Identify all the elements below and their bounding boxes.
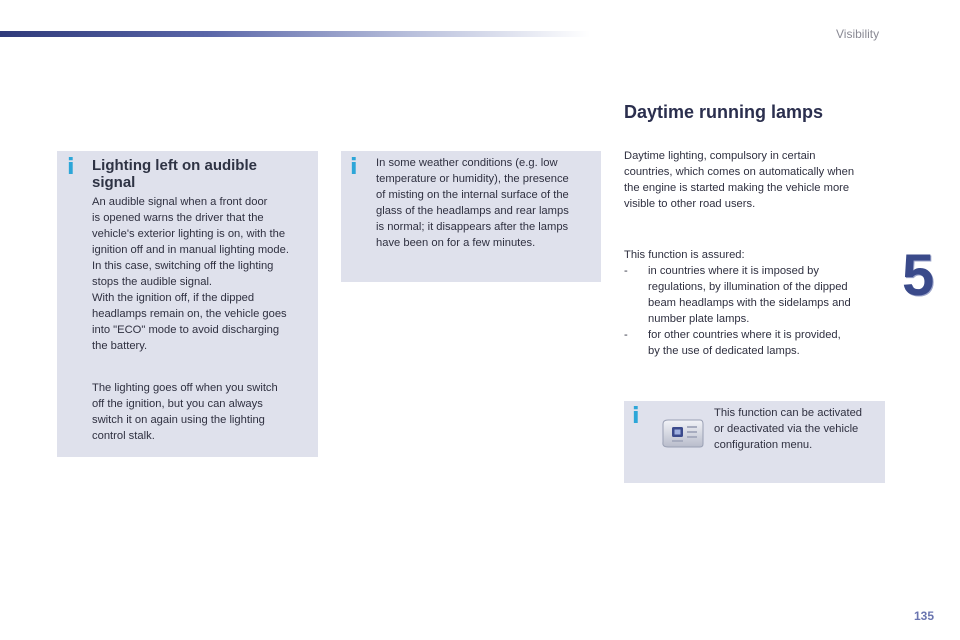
config-box-text	[714, 405, 884, 453]
text-line: In this case, switching off the lighting	[92, 260, 274, 272]
info-icon: i	[350, 155, 358, 180]
text-line: or deactivated via the vehicle	[714, 423, 859, 435]
text-line: configuration menu.	[714, 439, 813, 451]
header-gradient-bar	[0, 31, 590, 37]
text-line: countries, which comes on automatically when	[624, 166, 855, 178]
text-line: headlamps remain on, the vehicle goes	[92, 308, 287, 320]
assured-label: This function is assured:	[624, 249, 745, 261]
chapter-number: 5	[902, 243, 933, 308]
weather-box-text	[376, 155, 598, 251]
text-line: the engine is started making the vehicle more	[624, 182, 850, 194]
lighting-box-title-line1: Lighting left on audible	[92, 157, 257, 174]
text-line: An audible signal when a front door	[92, 196, 268, 208]
text-line: temperature or humidity), the presence	[376, 173, 569, 185]
lighting-box-title	[92, 157, 257, 191]
text-line: number plate lamps.	[648, 313, 750, 325]
text-line: visible to other road users.	[624, 198, 756, 210]
lighting-box-title-line2: signal	[92, 174, 136, 191]
text-line: ignition off and in manual lighting mode.	[92, 244, 289, 256]
text-line: The lighting goes off when you switch	[92, 382, 278, 394]
text-line: control stalk.	[92, 430, 155, 442]
text-line: off the ignition, but you can always	[92, 398, 263, 410]
list-item	[624, 263, 886, 327]
list-dash: -	[624, 329, 628, 341]
text-line: vehicle's exterior lighting is on, with the	[92, 228, 286, 240]
section-title: Visibility	[836, 27, 880, 41]
text-line: glass of the headlamps and rear lamps	[376, 205, 569, 217]
text-line: in countries where it is imposed by	[648, 265, 819, 277]
drl-intro	[624, 148, 886, 212]
text-line: the battery.	[92, 340, 148, 352]
lighting-box-paragraph-1	[92, 194, 316, 354]
text-line: switch it on again using the lighting	[92, 414, 265, 426]
text-line: beam headlamps with the sidelamps and	[648, 297, 851, 309]
multifunction-screen-icon	[660, 418, 704, 448]
text-line: of misting on the internal surface of the	[376, 189, 569, 201]
text-line: With the ignition off, if the dipped	[92, 292, 255, 304]
list-dash: -	[624, 265, 628, 277]
text-line: Daytime lighting, compulsory in certain	[624, 150, 816, 162]
text-line: is opened warns the driver that the	[92, 212, 264, 224]
drl-assured	[624, 247, 886, 359]
drl-heading: Daytime running lamps	[624, 102, 824, 122]
list-item	[624, 327, 886, 359]
text-line: by the use of dedicated lamps.	[648, 345, 800, 357]
page-number: 135	[914, 609, 935, 623]
lighting-box-paragraph-2	[92, 380, 316, 444]
text-line: This function can be activated	[714, 407, 863, 419]
info-icon: i	[632, 404, 640, 429]
info-icon: i	[67, 155, 75, 180]
text-line: for other countries where it is provided,	[648, 329, 841, 341]
text-line: is normal; it disappears after the lamps	[376, 221, 569, 233]
text-line: have been on for a few minutes.	[376, 237, 536, 249]
text-line: stops the audible signal.	[92, 276, 213, 288]
text-line: into "ECO" mode to avoid discharging	[92, 324, 280, 336]
text-line: regulations, by illumination of the dipped	[648, 281, 848, 293]
text-line: In some weather conditions (e.g. low	[376, 157, 558, 169]
